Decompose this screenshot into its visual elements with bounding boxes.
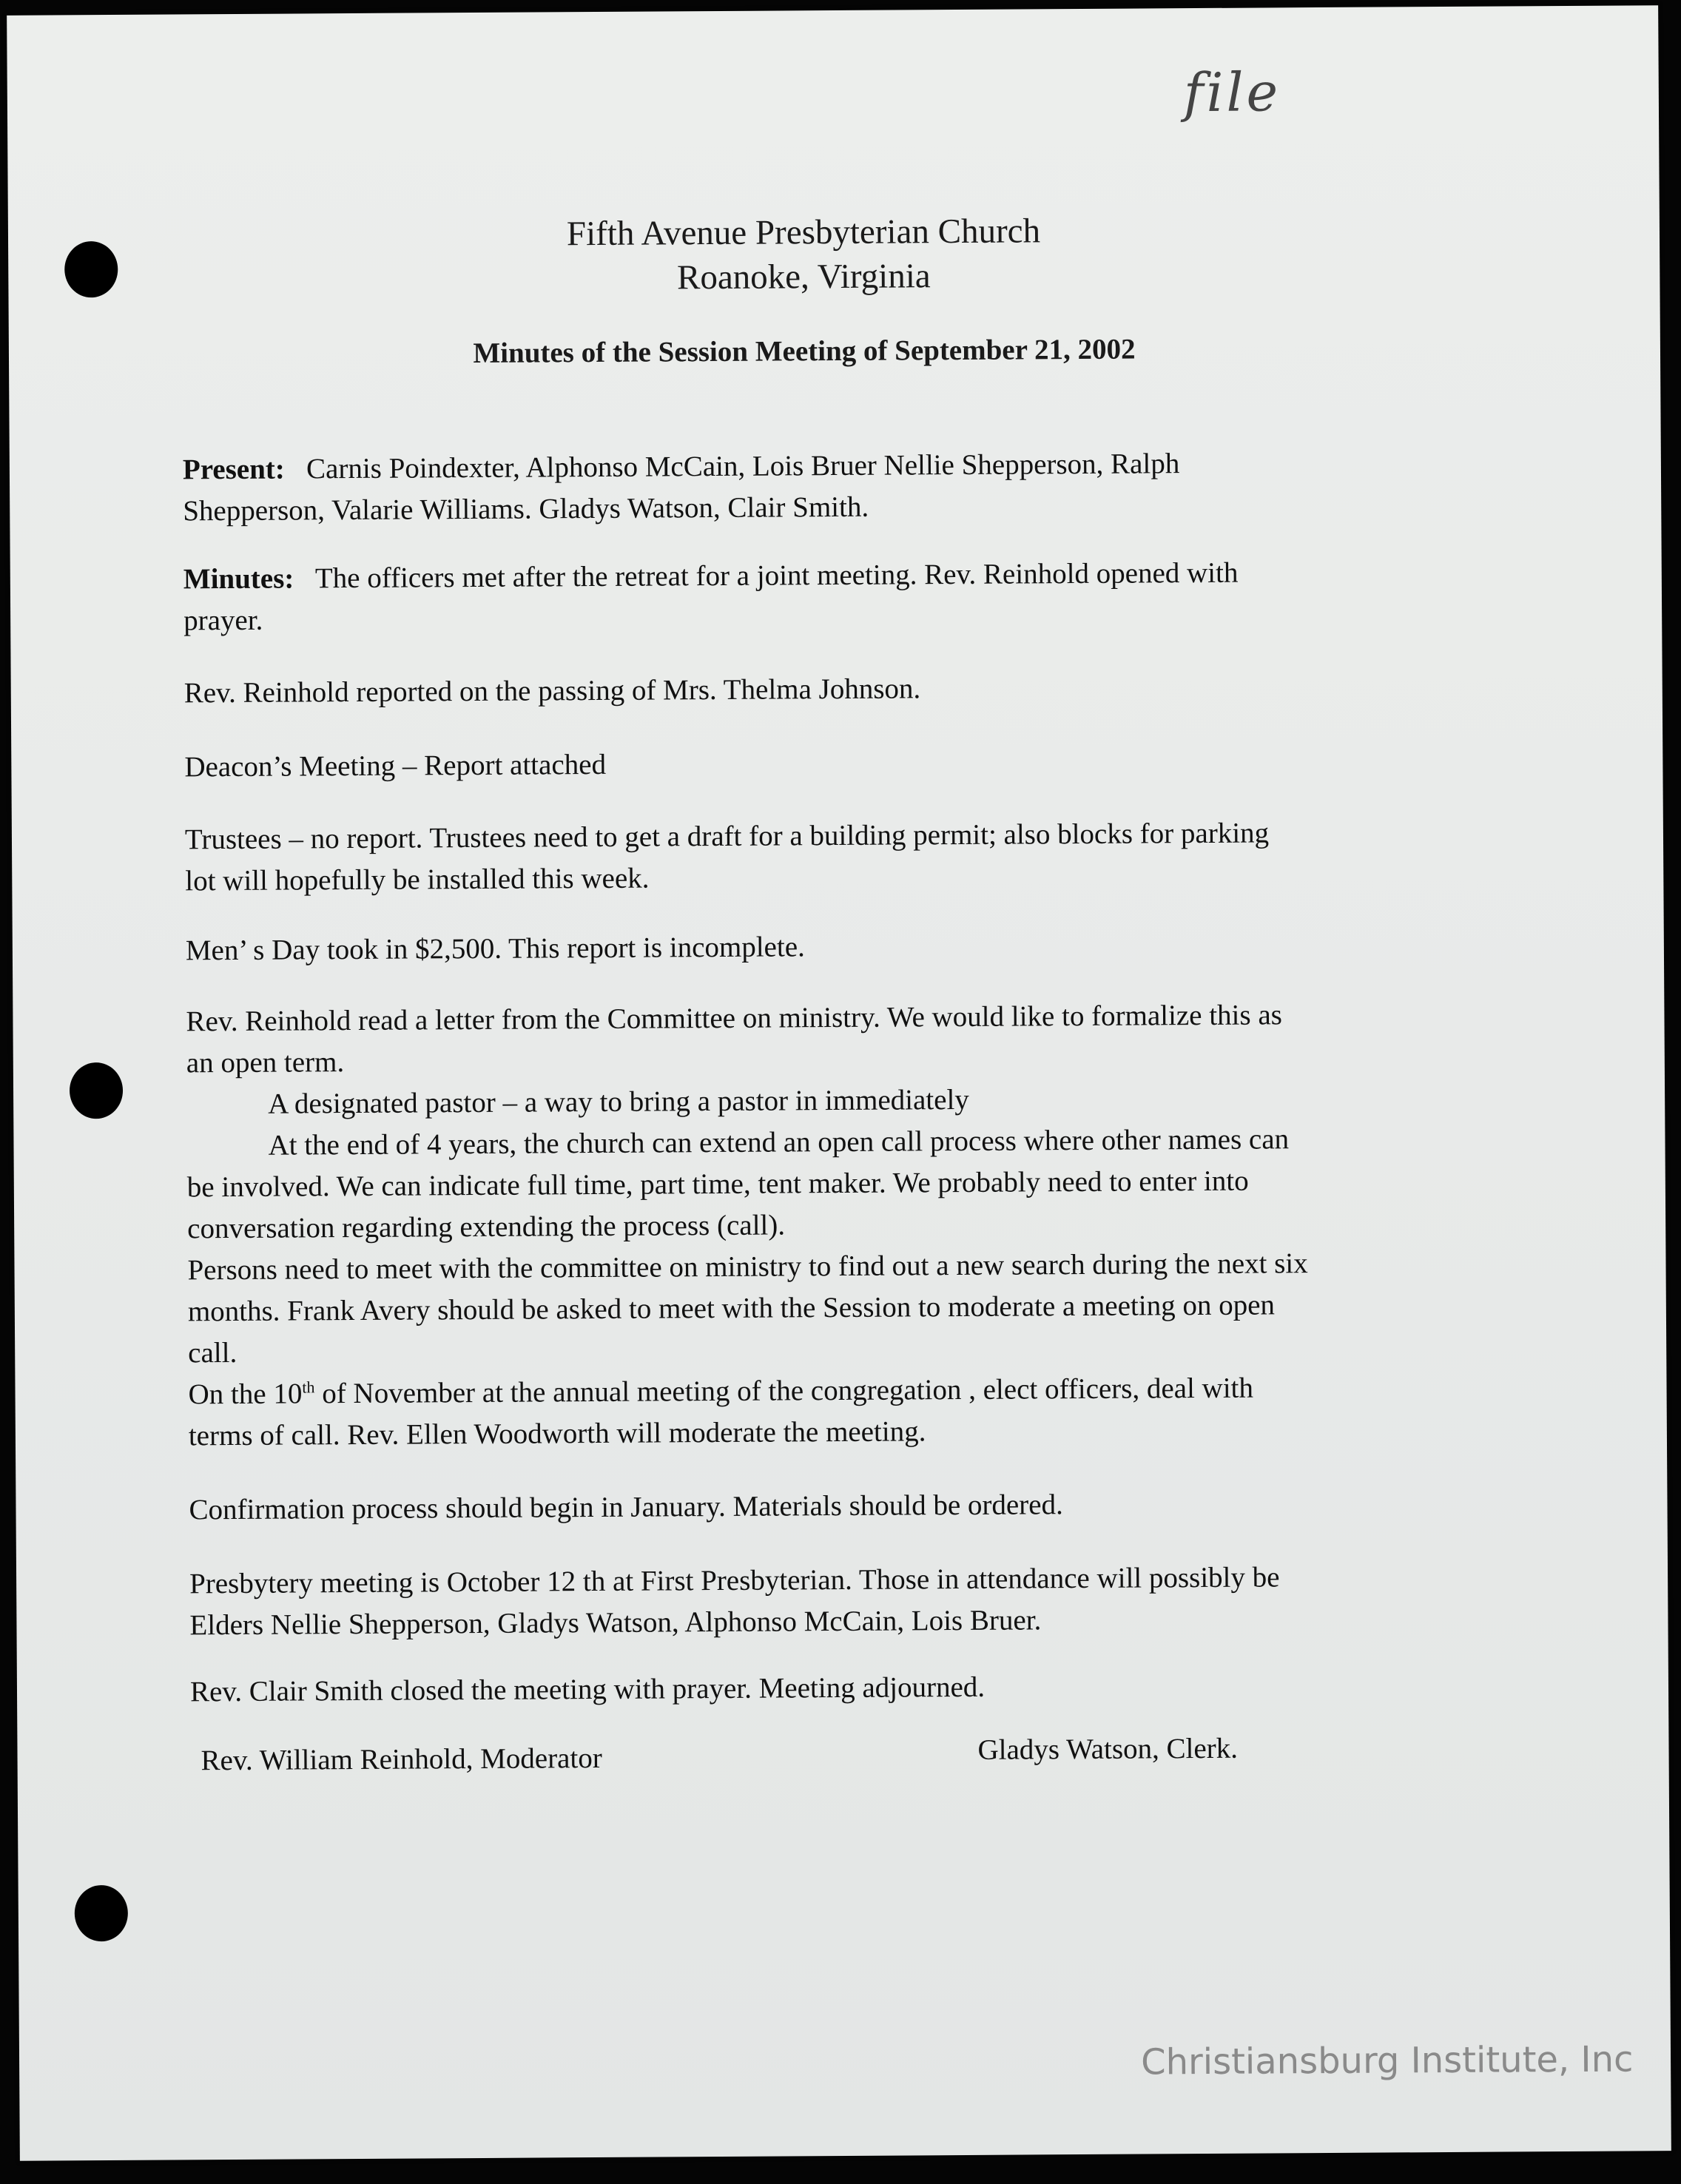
- church-header: [8, 206, 1600, 304]
- annual-ordinal: th: [302, 1378, 315, 1397]
- annual-line-2: terms of call. Rev. Ellen Woodworth will moderate the meeting.: [188, 1415, 926, 1452]
- document-page: [7, 5, 1671, 2161]
- moderator-signature: Rev. William Reinhold, Moderator: [201, 1742, 602, 1777]
- present-line-2: Shepperson, Valarie Williams. Gladys Watson, Clair Smith.: [183, 491, 869, 528]
- punch-hole: [75, 1885, 128, 1941]
- passing-paragraph: Rev. Reinhold reported on the passing of Mrs. Thelma Johnson.: [183, 673, 921, 710]
- document-title: Minutes of the Session Meeting of September 21, 2002: [473, 333, 1136, 370]
- deacons-paragraph: Deacon’s Meeting – Report attached: [184, 748, 607, 783]
- trustees-line-2: lot will hopefully be installed this week.: [185, 862, 650, 897]
- minutes-label: Minutes:: [183, 562, 294, 596]
- watermark: Christiansburg Institute, Inc: [1140, 2038, 1634, 2083]
- ministry-line-8: months. Frank Avery should be asked to meet with the Session to moderate a meeting on open: [187, 1289, 1276, 1328]
- ministry-line-4: At the end of 4 years, the church can extend an open call process where other names can: [268, 1123, 1290, 1162]
- ministry-line-1: Rev. Reinhold read a letter from the Committee on ministry. We would like to formalize this as: [186, 999, 1283, 1038]
- mens-day-paragraph: Men’ s Day took in $2,500. This report is incomplete.: [185, 931, 805, 967]
- presbytery-line-2: Elders Nellie Shepperson, Gladys Watson, Alphonso McCain, Lois Bruer.: [189, 1604, 1042, 1642]
- closing-paragraph: Rev. Clair Smith closed the meeting with prayer. Meeting adjourned.: [189, 1671, 986, 1708]
- clerk-signature: Gladys Watson, Clerk.: [977, 1732, 1239, 1766]
- ministry-line-6: conversation regarding extending the process (call).: [187, 1209, 786, 1245]
- presbytery-line-1: Presbytery meeting is October 12 th at First Presbyterian. Those in attendance will possibly be: [189, 1561, 1280, 1600]
- present-line-1: Carnis Poindexter, Alphonso McCain, Lois Bruer Nellie Shepperson, Ralph: [306, 448, 1180, 485]
- ministry-line-3: A designated pastor – a way to bring a pastor in immediately: [268, 1083, 969, 1120]
- minutes-line-1: The officers met after the retreat for a joint meeting. Rev. Reinhold opened with: [314, 556, 1239, 595]
- minutes-line-2: prayer.: [183, 604, 263, 637]
- ministry-section: [186, 994, 1461, 1374]
- present-section: [183, 442, 1456, 533]
- annual-prefix: On the 10: [188, 1378, 303, 1411]
- ministry-line-9: call.: [188, 1336, 238, 1369]
- trustees-line-1: Trustees – no report. Trustees need to get a draft for a building permit; also blocks for parking: [184, 817, 1270, 856]
- ministry-line-7: Persons need to meet with the committee on ministry to find out a new search during the next six: [187, 1247, 1308, 1287]
- present-label: Present:: [182, 453, 285, 486]
- minutes-section: [183, 551, 1457, 642]
- trustees-section: [185, 812, 1458, 903]
- handwritten-annotation: file: [1183, 61, 1281, 124]
- ministry-line-5: be involved. We can indicate full time, part time, tent maker. We probably need to enter into: [186, 1165, 1249, 1204]
- confirmation-paragraph: Confirmation process should begin in January. Materials should be ordered.: [189, 1489, 1063, 1526]
- presbytery-section: [189, 1556, 1463, 1647]
- annual-meeting-section: [188, 1366, 1461, 1457]
- church-location: Roanoke, Virginia: [676, 257, 931, 297]
- ministry-line-2: an open term.: [186, 1046, 345, 1079]
- church-name: Fifth Avenue Presbyterian Church: [566, 212, 1041, 254]
- punch-hole: [70, 1062, 123, 1119]
- annual-suffix: of November at the annual meeting of the congregation , elect officers, deal with: [314, 1372, 1254, 1410]
